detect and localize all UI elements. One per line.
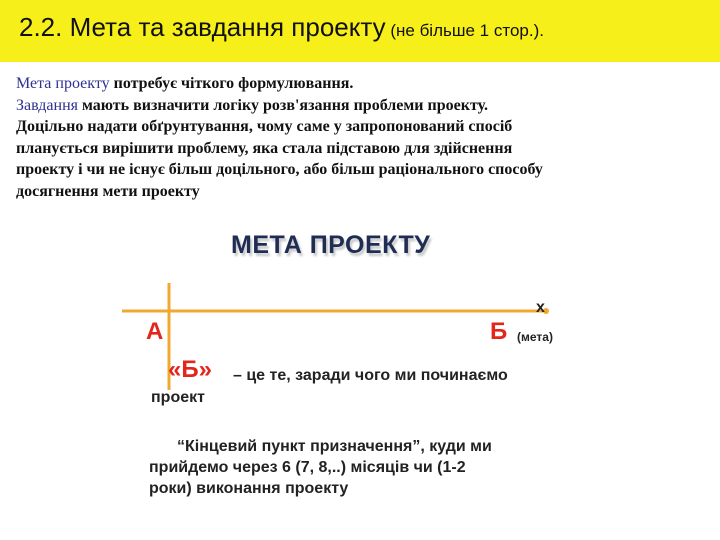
- body-line-5: проекту і чи не існує більш доцільного, або більш раціонального способу: [16, 161, 543, 179]
- b-definition-line-2: проект: [151, 389, 205, 406]
- slide-title-note: (не більше 1 стор.).: [385, 21, 544, 40]
- point-b-label: Б: [490, 318, 508, 345]
- body-line-6: досягнення мети проекту: [16, 182, 200, 200]
- goal-note: (мета): [517, 330, 553, 344]
- b-definition-line-1: – це те, заради чого ми починаємо: [233, 367, 508, 384]
- final-line-2: прийдемо через 6 (7, 8,..) місяців чи (1-2: [149, 459, 466, 476]
- final-destination-text: [149, 436, 569, 499]
- keyword-goal: Мета проекту: [16, 75, 110, 92]
- body-line-4: планується вирішити проблему, яка стала підставою для здійснення: [16, 139, 513, 157]
- final-line-3: роки) виконання проекту: [149, 480, 349, 497]
- body-line-3: Доцільно надати обґрунтування, чому саме у запропонований спосіб: [16, 118, 513, 136]
- body-line-2-rest: мають визначити логіку розв'язання проблеми проекту.: [78, 96, 488, 114]
- slide-title-main: 2.2. Мета та завдання проекту: [19, 12, 386, 42]
- diagram-heading: МЕТА ПРОЕКТУ: [231, 231, 431, 259]
- final-line-1: [149, 436, 569, 457]
- point-a-label: А: [146, 318, 164, 345]
- keyword-tasks: Завдання: [16, 96, 78, 114]
- body-line-1-rest: потребує чіткого формулювання.: [109, 75, 354, 92]
- final-line-1-text: “Кінцевий пункт призначення”, куди ми: [177, 438, 492, 455]
- b-quote: «Б»: [168, 356, 212, 383]
- axis-x-label: x: [536, 299, 545, 316]
